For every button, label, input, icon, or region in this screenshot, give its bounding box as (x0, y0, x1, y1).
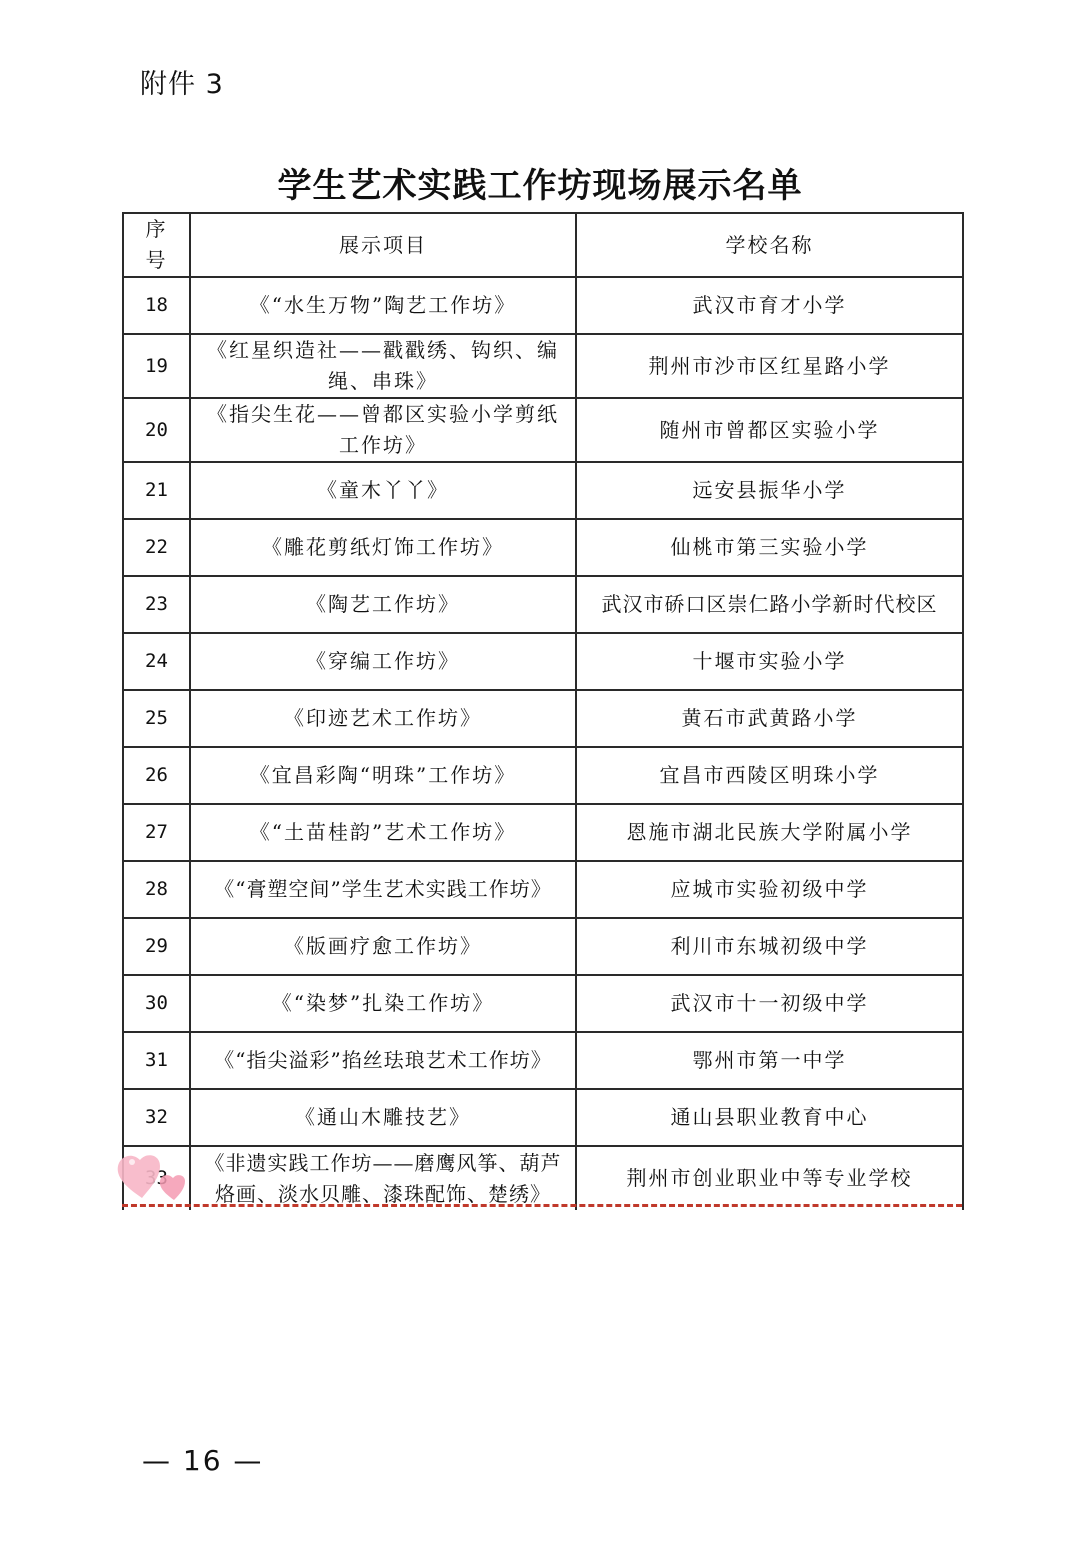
row-project: 《“水生万物”陶艺工作坊》 (190, 277, 576, 334)
table-row (123, 1032, 963, 1089)
row-number: 28 (123, 861, 190, 918)
row-school: 恩施市湖北民族大学附属小学 (576, 804, 963, 861)
row-project: 《版画疗愈工作坊》 (190, 918, 576, 975)
row-project: 《“土苗桂韵”艺术工作坊》 (190, 804, 576, 861)
table-row (123, 398, 963, 462)
row-number: 18 (123, 277, 190, 334)
table-row (123, 277, 963, 334)
row-school: 利川市东城初级中学 (576, 918, 963, 975)
row-number: 32 (123, 1089, 190, 1146)
row-school: 远安县振华小学 (576, 462, 963, 519)
row-school: 荆州市创业职业中等专业学校 (576, 1146, 963, 1210)
row-number: 19 (123, 334, 190, 398)
row-number: 30 (123, 975, 190, 1032)
row-project: 《印迹艺术工作坊》 (190, 690, 576, 747)
row-project: 《“指尖溢彩”掐丝珐琅艺术工作坊》 (190, 1032, 576, 1089)
row-project: 《童木丫丫》 (190, 462, 576, 519)
row-project: 《通山木雕技艺》 (190, 1089, 576, 1146)
table-row (123, 804, 963, 861)
header-number: 序号 (123, 213, 190, 277)
row-school: 宜昌市西陵区明珠小学 (576, 747, 963, 804)
table-row (123, 918, 963, 975)
row-project: 《“膏塑空间”学生艺术实践工作坊》 (190, 861, 576, 918)
table-row (123, 747, 963, 804)
table-row (123, 975, 963, 1032)
row-project: 《穿编工作坊》 (190, 633, 576, 690)
row-project: 《陶艺工作坊》 (190, 576, 576, 633)
row-project: 《“染梦”扎染工作坊》 (190, 975, 576, 1032)
row-project: 《宜昌彩陶“明珠”工作坊》 (190, 747, 576, 804)
row-school: 应城市实验初级中学 (576, 861, 963, 918)
table-row (123, 1089, 963, 1146)
row-number: 27 (123, 804, 190, 861)
row-number: 26 (123, 747, 190, 804)
row-school: 武汉市十一初级中学 (576, 975, 963, 1032)
row-school: 鄂州市第一中学 (576, 1032, 963, 1089)
row-project: 《非遗实践工作坊——磨鹰风筝、葫芦烙画、淡水贝雕、漆珠配饰、楚绣》 (190, 1146, 576, 1210)
table-row (123, 861, 963, 918)
table-row (123, 633, 963, 690)
header-project: 展示项目 (190, 213, 576, 277)
row-number: 31 (123, 1032, 190, 1089)
row-school: 黄石市武黄路小学 (576, 690, 963, 747)
heart-sticker-icon (114, 1148, 194, 1204)
row-school: 十堰市实验小学 (576, 633, 963, 690)
row-number: 23 (123, 576, 190, 633)
table-row (123, 462, 963, 519)
dashed-cut-line (122, 1204, 962, 1207)
table-row (123, 334, 963, 398)
table-header-row (123, 213, 963, 277)
row-school: 仙桃市第三实验小学 (576, 519, 963, 576)
page-title: 学生艺术实践工作坊现场展示名单 (277, 166, 803, 206)
row-number: 20 (123, 398, 190, 462)
row-school: 武汉市硚口区崇仁路小学新时代校区 (576, 576, 963, 633)
attachment-label: 附件 3 (140, 69, 224, 100)
row-number: 24 (123, 633, 190, 690)
table-row (123, 519, 963, 576)
row-number: 29 (123, 918, 190, 975)
row-school: 随州市曾都区实验小学 (576, 398, 963, 462)
exhibition-table (122, 212, 964, 1210)
row-number: 25 (123, 690, 190, 747)
row-project: 《雕花剪纸灯饰工作坊》 (190, 519, 576, 576)
row-school: 荆州市沙市区红星路小学 (576, 334, 963, 398)
row-project: 《红星织造社——戳戳绣、钩织、编绳、串珠》 (190, 334, 576, 398)
table-row (123, 690, 963, 747)
table-row (123, 576, 963, 633)
row-number: 21 (123, 462, 190, 519)
row-number: 22 (123, 519, 190, 576)
page-number: — 16 — (142, 1444, 264, 1477)
row-project: 《指尖生花——曾都区实验小学剪纸工作坊》 (190, 398, 576, 462)
row-school: 通山县职业教育中心 (576, 1089, 963, 1146)
table-row (123, 1146, 963, 1210)
row-school: 武汉市育才小学 (576, 277, 963, 334)
header-school: 学校名称 (576, 213, 963, 277)
